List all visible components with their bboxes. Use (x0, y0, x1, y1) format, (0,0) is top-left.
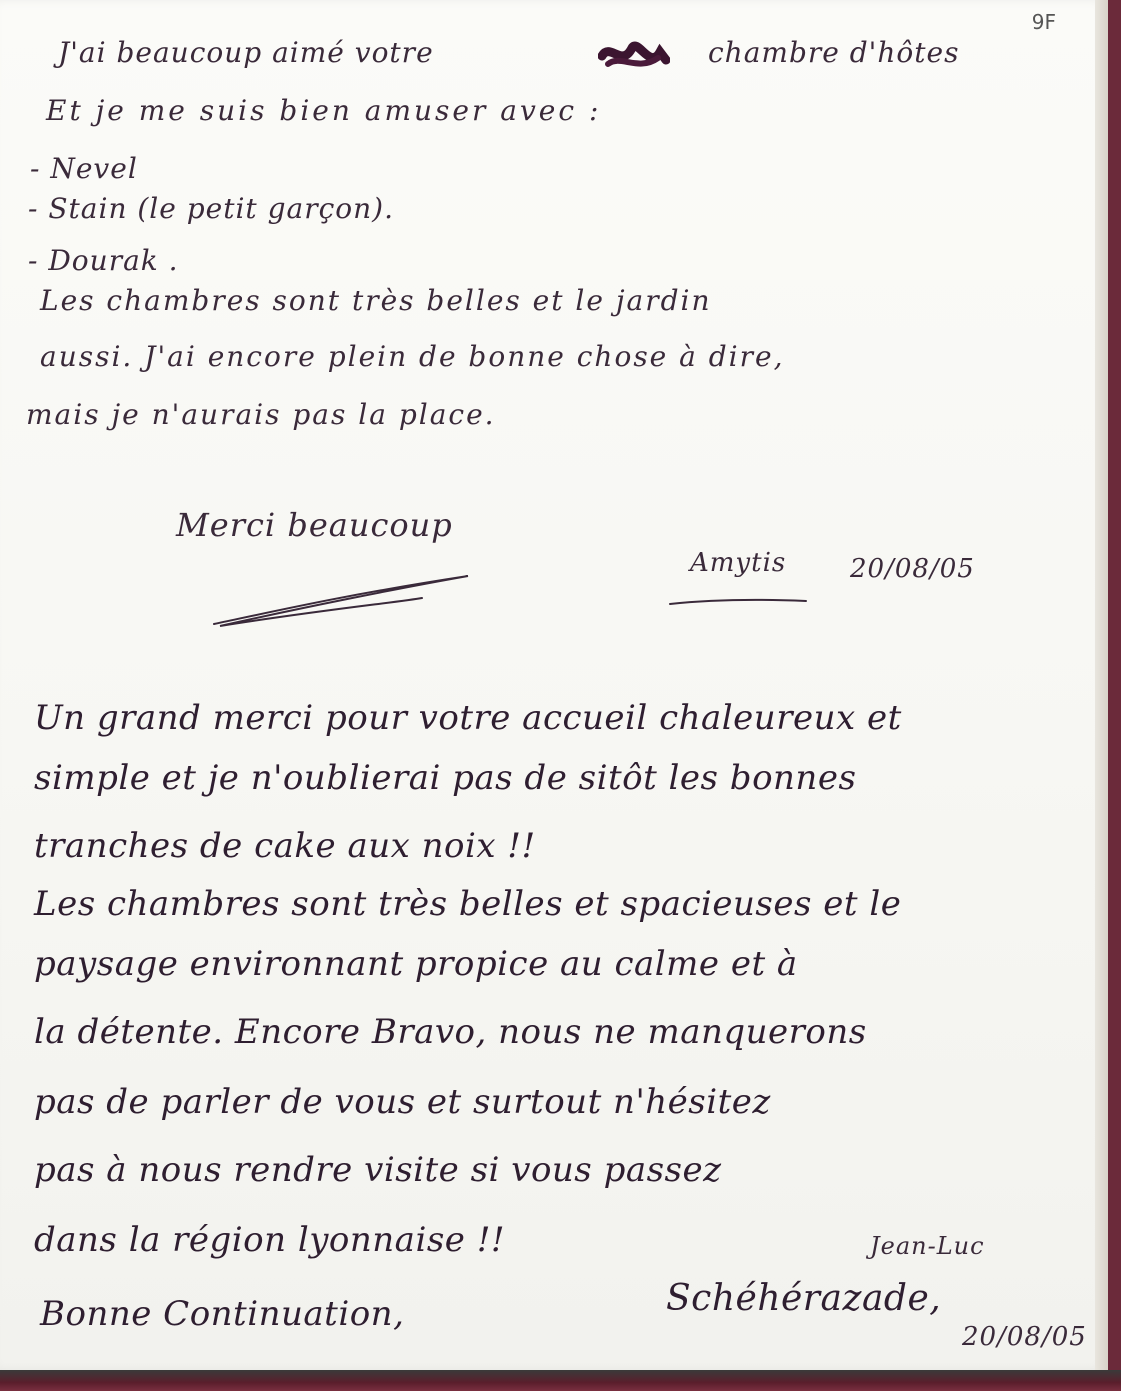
page-number: 9F (1031, 10, 1056, 34)
entry2-line-5: paysage environnant propice au calme et à (34, 944, 798, 984)
entry2-signature-top: Jean-Luc (870, 1232, 985, 1260)
signature-flourish (200, 570, 490, 640)
entry2-date: 20/08/05 (962, 1322, 1087, 1352)
entry1-signature: Amytis (690, 548, 787, 578)
entry1-line-5: - Dourak . (28, 244, 179, 277)
page-edge (1095, 0, 1108, 1370)
entry1-line-2: Et je me suis bien amuser avec : (46, 94, 602, 127)
entry2-line-6: la détente. Encore Bravo, nous ne manquerons (34, 1012, 867, 1052)
signature-underline (668, 596, 808, 610)
entry2-line-9: dans la région lyonnaise !! (34, 1220, 506, 1260)
entry1-line-7: aussi. J'ai encore plein de bonne chose à dire, (40, 340, 785, 373)
entry1-line-1: J'ai beaucoup aimé votre (58, 36, 434, 69)
entry2-line-2: simple et je n'oublierai pas de sitôt les bonnes (34, 758, 857, 798)
entry1-line-3: - Nevel (30, 152, 138, 185)
entry2-line-3: tranches de cake aux noix !! (34, 826, 536, 866)
entry2-signature: Schéhérazade, (666, 1278, 942, 1319)
entry2-line-7: pas de parler de vous et surtout n'hésitez (34, 1082, 771, 1122)
entry2-line-10: Bonne Continuation, (40, 1294, 405, 1334)
entry1-line-1b: chambre d'hôtes (708, 36, 960, 69)
entry2-line-1: Un grand merci pour votre accueil chaleureux et (34, 698, 902, 738)
ink-scribble (598, 34, 670, 78)
entry2-line-8: pas à nous rendre visite si vous passez (34, 1150, 722, 1190)
book-binding (0, 1370, 1121, 1391)
entry1-closing: Merci beaucoup (176, 506, 453, 544)
entry1-line-6: Les chambres sont très belles et le jardin (40, 284, 712, 317)
entry1-line-8: mais je n'aurais pas la place. (26, 398, 496, 431)
entry1-line-4: - Stain (le petit garçon). (28, 192, 394, 225)
entry2-line-4: Les chambres sont très belles et spacieuses et le (34, 884, 902, 924)
entry1-date: 20/08/05 (850, 554, 975, 584)
